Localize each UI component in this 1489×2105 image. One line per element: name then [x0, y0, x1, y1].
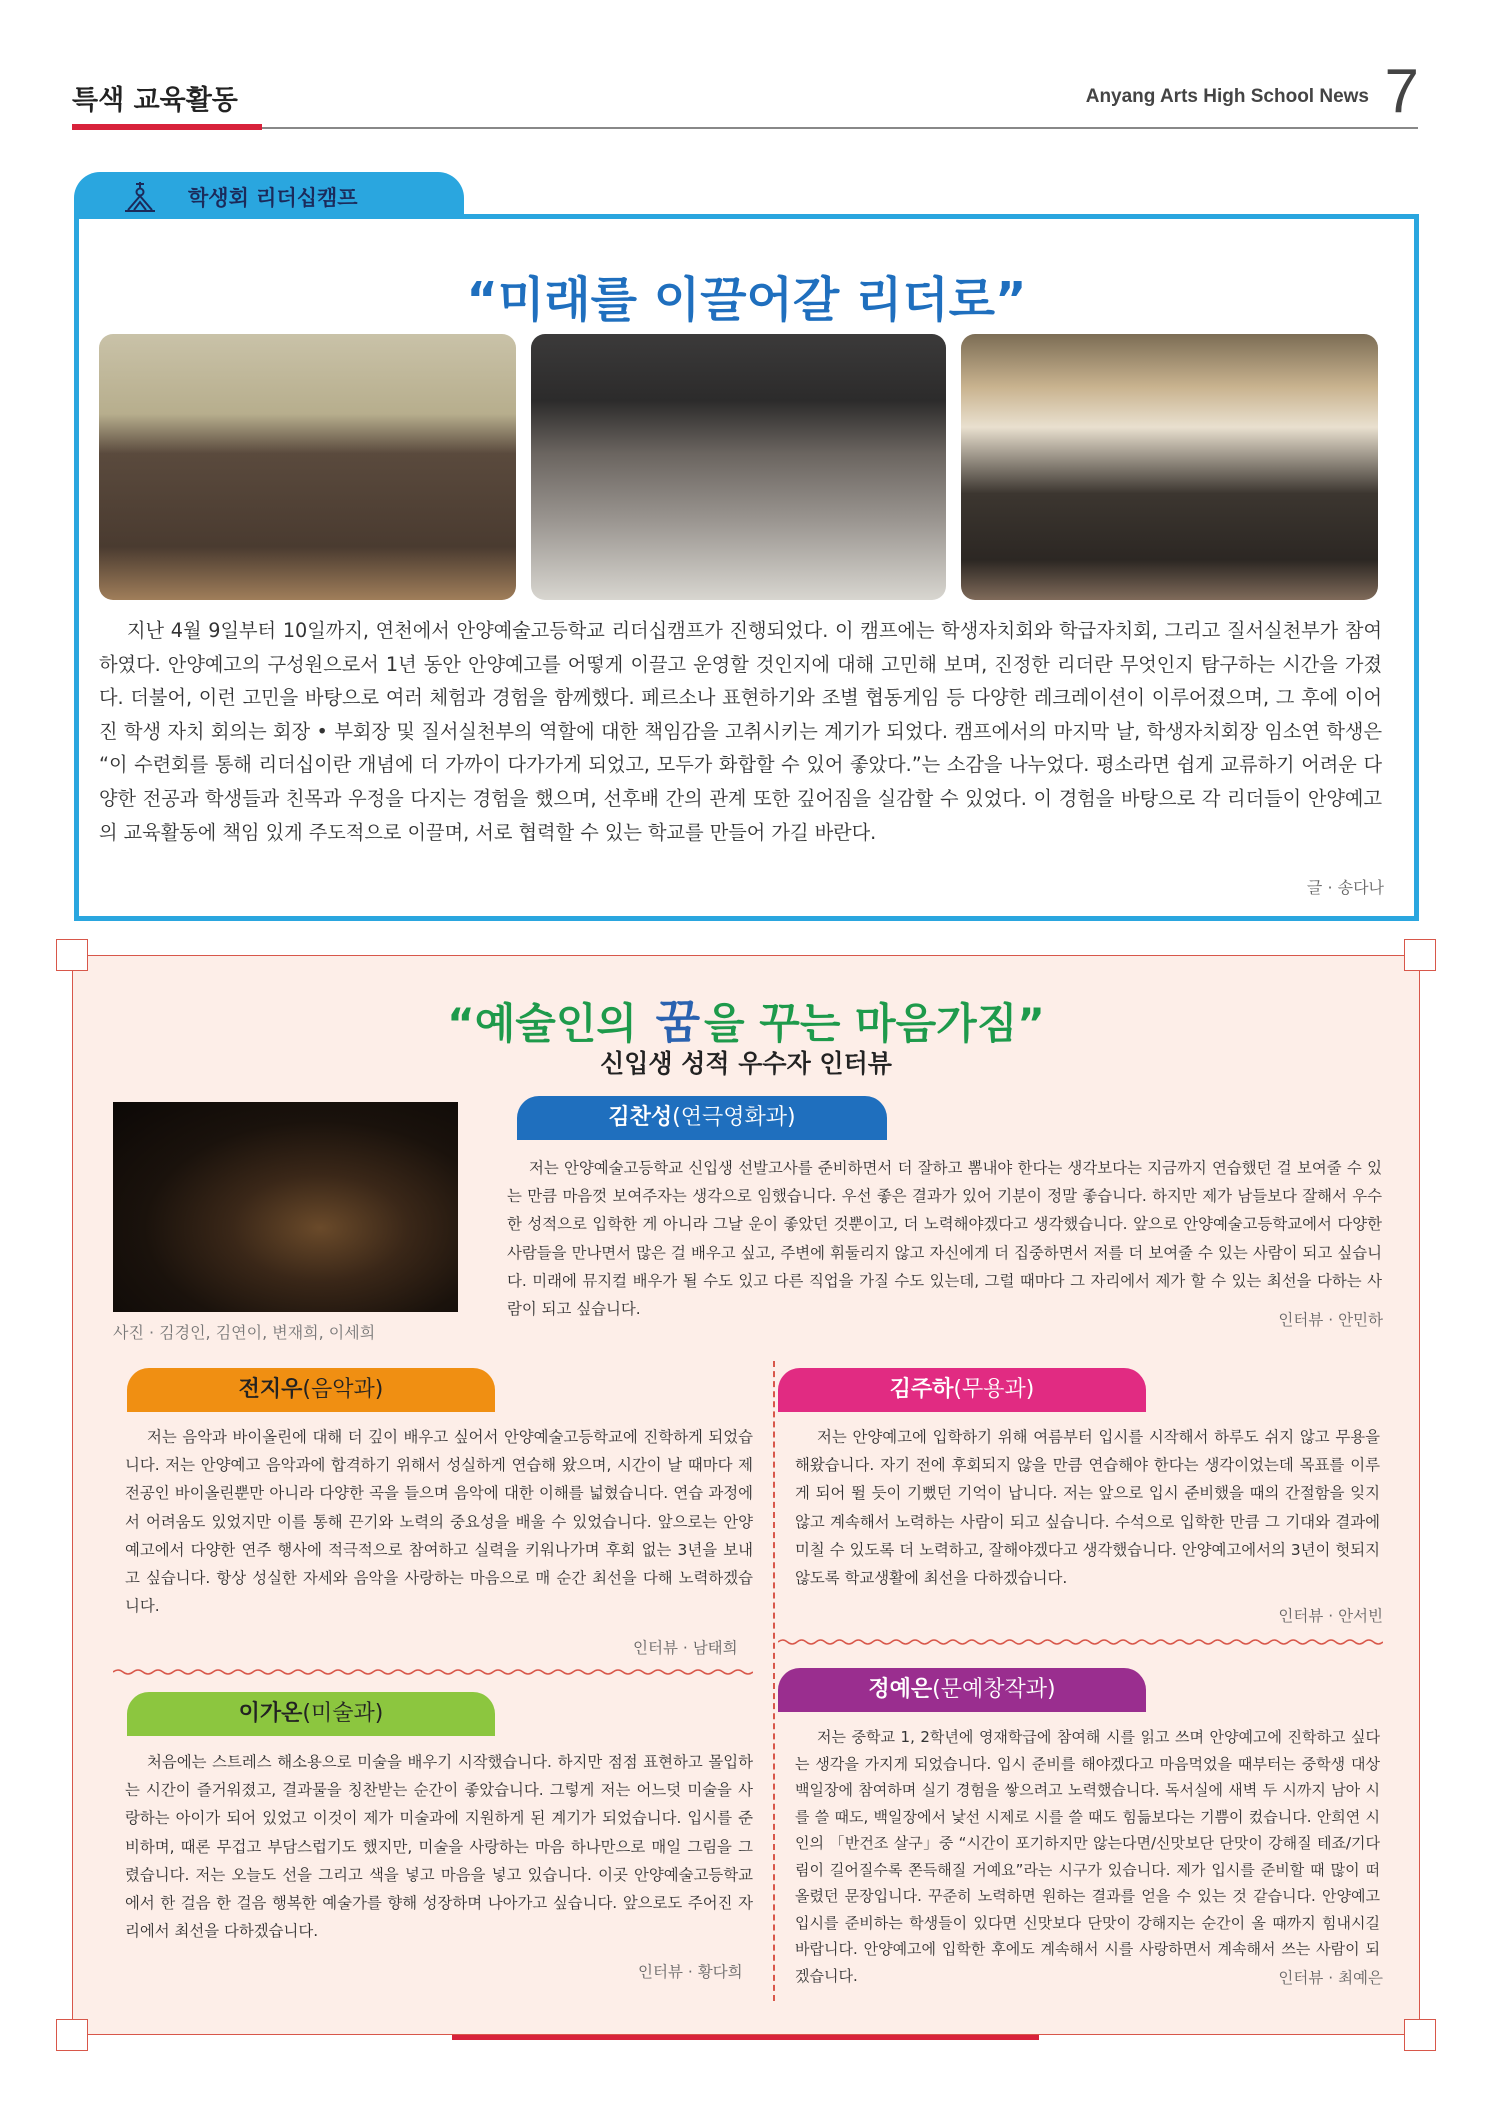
corner-notch	[1404, 939, 1436, 971]
interviewee-name: 정예은	[868, 1677, 933, 1702]
camp-group-photo-1	[99, 334, 516, 600]
photo-credit: 사진 · 김경인, 김연이, 변재희, 이세희	[113, 1323, 376, 1342]
interview-feature	[72, 955, 1420, 2035]
section-heading-underline	[72, 124, 262, 130]
interviewee-name-tab	[517, 1096, 887, 1140]
leadership-camp-tab	[74, 172, 464, 220]
interviewee-name-tab	[127, 1368, 495, 1412]
section-heading: 특색 교육활동	[72, 85, 238, 116]
column-divider	[773, 1361, 775, 2001]
interviewee-name: 전지우	[238, 1377, 303, 1402]
camp-kitchen-photo	[531, 334, 946, 600]
interview-credit: 인터뷰 · 남태희	[633, 1639, 738, 1657]
interviewee-name: 이가온	[238, 1701, 303, 1726]
interview-feature-subtitle: 신입생 성적 우수자 인터뷰	[600, 1049, 892, 1078]
interviewee-dept: (문예창작과)	[932, 1677, 1056, 1702]
interviewee-dept: (음악과)	[302, 1377, 384, 1402]
leadership-camp-tab-label: 학생회 리더십캠프	[188, 186, 358, 210]
interview-credit: 인터뷰 · 안서빈	[1278, 1607, 1383, 1625]
corner-notch	[56, 939, 88, 971]
interviewee-dept: (무용과)	[953, 1377, 1035, 1402]
interview-credit: 인터뷰 · 황다희	[638, 1963, 743, 1981]
interview-text: 저는 음악과 바이올린에 대해 더 깊이 배우고 싶어서 안양예술고등학교에 진학하게 되었습니다. 저는 안양예고 음악과에 합격하기 위해서 성실하게 연습해 왔으며, 시간이 날 때마다 제 전공인 바이올린뿐만 아니라 다양한 곡을 들으며 음악에 대한 이해를 넓혔습니다. 연습 과정에서 어려움도 있었지만 이를 통해 끈기와 노력의 중요성을 배울 수 있었습니다. 앞으로는 안양예고에서 다양한 연주 행사에 적극적으로 참여하고 실력을 키워나가며 후회 없는 3년을 보내고 싶습니다. 항상 성실한 자세와 음악을 사랑하는 마음으로 매 순간 최선을 다해 노력하겠습니다.	[125, 1428, 753, 1616]
interview-credit: 인터뷰 · 안민하	[1278, 1311, 1383, 1329]
interviewee-dept: (연극영화과)	[672, 1105, 796, 1130]
campfire-icon	[122, 178, 158, 214]
wavy-divider	[113, 1668, 753, 1676]
leadership-article-byline: 글 · 송다나	[1306, 878, 1384, 897]
interview-text: 저는 안양예고에 입학하기 위해 여름부터 입시를 시작해서 하루도 쉬지 않고 무용을 해왔습니다. 자기 전에 후회되지 않을 만큼 연습해야 한다는 생각이었는데 목표를 이루게 되어 뛸 듯이 기뻤던 기억이 납니다. 저는 앞으로 입시 준비했을 때의 간절함을 잊지 않고 계속해서 노력하는 사람이 되고 싶습니다. 수석으로 입학한 만큼 그 기대와 결과에 미칠 수 있도록 더 노력하고, 잘해야겠다고 생각했습니다. 안양예고에서의 3년이 헛되지 않도록 학교생활에 최선을 다하겠습니다.	[795, 1428, 1380, 1588]
interviewee-name: 김찬성	[608, 1105, 673, 1130]
interview-text: 저는 안양예술고등학교 신입생 선발고사를 준비하면서 더 잘하고 뽐내야 한다는 생각보다는 지금까지 연습했던 걸 보여줄 수 있는 만큼 마음껏 보여주자는 생각으로 임했습니다. 우선 좋은 결과가 있어 기분이 정말 좋습니다. 하지만 제가 남들보다 잘해서 우수한 성적으로 입학한 게 아니라 그날 운이 좋았던 것뿐이고, 더 노력해야겠다고 생각했습니다. 앞으로 안양예술고등학교에서 다양한 사람들을 만나면서 많은 걸 배우고 싶고, 주변에 휘둘리지 않고 자신에게 더 집중하면서 저를 더 보여줄 수 있는 사람이 되고 싶습니다. 미래에 뮤지컬 배우가 될 수도 있고 다른 직업을 가질 수도 있는데, 그럴 때마다 그 자리에서 제가 할 수 있는 최선을 다하는 사람이 되고 싶습니다.	[507, 1159, 1382, 1319]
interviewee-name: 김주하	[889, 1377, 954, 1402]
page-bottom-bar	[452, 2035, 1039, 2040]
newsletter-name: Anyang Arts High School News	[1085, 86, 1369, 107]
camp-group-photo-2	[961, 334, 1378, 600]
wavy-divider	[778, 1638, 1383, 1646]
page-number: 7	[1384, 57, 1419, 126]
dream-glyph: 꿈	[655, 995, 701, 1049]
leadership-article-title: “미래를 이끌어갈 리더로”	[466, 272, 1027, 328]
title-part: 을 꾸는 마음가짐”	[704, 999, 1045, 1048]
leadership-camp-article	[74, 214, 1419, 921]
interviewee-name-tab	[127, 1692, 495, 1736]
corner-notch	[56, 2019, 88, 2051]
interview-credit: 인터뷰 · 최예은	[1278, 1969, 1383, 1987]
interviewee-name-tab	[778, 1668, 1146, 1712]
interviewee-dept: (미술과)	[302, 1701, 384, 1726]
header-rule	[72, 127, 1418, 129]
interview-text: 저는 중학교 1, 2학년에 영재학급에 참여해 시를 읽고 쓰며 안양예고에 진학하고 싶다는 생각을 가지게 되었습니다. 입시 준비를 해야겠다고 마음먹었을 때부터는 중학생 대상 백일장에 참여하며 실기 경험을 쌓으려고 노력했습니다. 독서실에 새벽 두 시까지 남아 시를 쓸 때도, 백일장에서 낯선 시제로 시를 쓸 때도 힘듦보다는 기쁨이 컸습니다. 안희연 시인의 「반건조 살구」중 “시간이 포기하지만 않는다면/신맛보단 단맛이 강해질 테죠/기다림이 길어질수록 쫀득해질 거예요”라는 시구가 있습니다. 제가 입시를 준비할 때 많이 떠올렸던 문장입니다. 꾸준히 노력하면 원하는 결과를 얻을 수 있는 것 같습니다. 안양예고 입시를 준비하는 학생들이 있다면 신맛보다 단맛이 강해지는 순간이 올 때까지 힘내시길 바랍니다. 안양예고에 입학한 후에도 계속해서 시를 사랑하면서 계속해서 쓰는 사람이 되겠습니다.	[795, 1728, 1380, 1985]
leadership-article-body: 지난 4월 9일부터 10일까지, 연천에서 안양예술고등학교 리더십캠프가 진행되었다. 이 캠프에는 학생자치회와 학급자치회, 그리고 질서실천부가 참여하였다. 안양예고의 구성원으로서 1년 동안 안양예고를 어떻게 이끌고 운영할 것인지에 대해 고민해 보며, 진정한 리더란 무엇인지 탐구하는 시간을 가졌다. 더불어, 이런 고민을 바탕으로 여러 체험과 경험을 함께했다. 페르소나 표현하기와 조별 협동게임 등 다양한 레크레이션이 이루어졌으며, 그 후에 이어진 학생 자치 회의는 회장 • 부회장 및 질서실천부의 역할에 대한 책임감을 고취시키는 계기가 되었다. 캠프에서의 마지막 날, 학생자치회장 임소연 학생은 “이 수련회를 통해 리더십이란 개념에 더 가까이 다가가게 되었고, 모두가 화합할 수 있어 좋았다.”는 소감을 나누었다. 평소라면 쉽게 교류하기 어려운 다양한 전공과 학생들과 친목과 우정을 다지는 경험을 했으며, 선후배 간의 관계 또한 깊어짐을 실감할 수 있었다. 이 경험을 바탕으로 각 리더들이 안양예고의 교육활동에 책임 있게 주도적으로 이끌며, 서로 협력할 수 있는 학교를 만들어 가길 바란다.	[99, 619, 1382, 844]
interview-text: 처음에는 스트레스 해소용으로 미술을 배우기 시작했습니다. 하지만 점점 표현하고 몰입하는 시간이 즐거워졌고, 결과물을 칭찬받는 순간이 좋았습니다. 그렇게 저는 어느덧 미술을 사랑하는 아이가 되어 있었고 이것이 제가 미술과에 지원하게 된 계기가 되었습니다. 입시를 준비하며, 때론 무겁고 부담스럽기도 했지만, 미술을 사랑하는 마음 하나만으로 매일 그림을 그렸습니다. 저는 오늘도 선을 그리고 색을 넣고 마음을 넣고 있습니다. 이곳 안양예술고등학교에서 한 걸음 한 걸음 행복한 예술가를 향해 성장하며 나아가고 싶습니다. 앞으로도 주어진 자리에서 최선을 다하겠습니다.	[125, 1753, 753, 1941]
title-part: “예술인의	[447, 999, 652, 1048]
corner-notch	[1404, 2019, 1436, 2051]
interviewee-name-tab	[778, 1368, 1146, 1412]
interview-feature-title	[73, 986, 1419, 1052]
award-ceremony-photo	[113, 1102, 458, 1312]
